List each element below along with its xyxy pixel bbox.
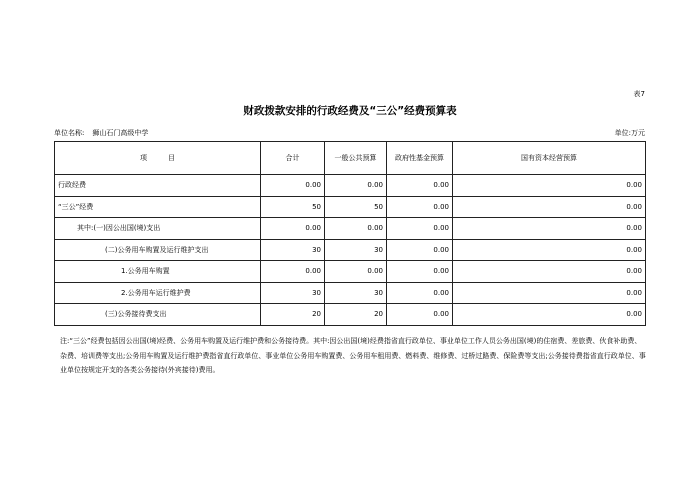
table-row — [55, 282, 646, 304]
footnote: 注:“三公”经费包括因公出国(境)经费、公务用车购置及运行维护费和公务接待费。其中:因公出国(境)经费指省直行政单位、事业单位工作人员公务出国(境)的住宿费、差旅费、伙食补助费、杂费、培训费等支出;公务用车购置及运行维护费指省直行政单位、事业单位公务用车购置费、公务用车租用费、燃料费、维修费、过桥过路费、保险费等支出;公务接待费指省直行政单位、事业单位按规定开支的各类公务接待(外宾接待)费用。 — [60, 337, 646, 374]
document-title: 财政拨款安排的行政经费及“三公”经费预算表 — [243, 105, 457, 117]
row-general: 0.00 — [325, 261, 387, 283]
row-total: 0.00 — [261, 175, 325, 197]
currency-unit: 单位:万元 — [614, 129, 645, 137]
row-fund: 0.00 — [387, 218, 453, 240]
row-item: 行政经费 — [55, 175, 261, 197]
row-item: 1.公务用车购置 — [55, 261, 261, 283]
row-general: 50 — [325, 196, 387, 218]
table-header-row — [55, 142, 646, 175]
row-general: 0.00 — [325, 175, 387, 197]
header-fund-budget: 政府性基金预算 — [387, 142, 453, 175]
row-fund: 0.00 — [387, 239, 453, 261]
header-capital-budget: 国有资本经营预算 — [453, 142, 646, 175]
row-item: “三公”经费 — [55, 196, 261, 218]
row-total: 20 — [261, 304, 325, 326]
row-item: (二)公务用车购置及运行维护支出 — [55, 239, 261, 261]
unit-name-line — [54, 128, 148, 138]
header-item: 项 目 — [55, 142, 261, 175]
row-capital: 0.00 — [453, 304, 646, 326]
row-capital: 0.00 — [453, 261, 646, 283]
row-fund: 0.00 — [387, 196, 453, 218]
row-general: 30 — [325, 239, 387, 261]
row-general: 20 — [325, 304, 387, 326]
unit-name: 狮山石门高级中学 — [92, 129, 149, 137]
row-capital: 0.00 — [453, 175, 646, 197]
header-general-budget: 一般公共预算 — [325, 142, 387, 175]
row-total: 50 — [261, 196, 325, 218]
table-row — [55, 175, 646, 197]
row-total: 30 — [261, 282, 325, 304]
table-number: 表7 — [633, 90, 645, 98]
row-fund: 0.00 — [387, 282, 453, 304]
table-row — [55, 304, 646, 326]
row-fund: 0.00 — [387, 175, 453, 197]
row-capital: 0.00 — [453, 218, 646, 240]
row-item: 其中:(一)因公出国(境)支出 — [55, 218, 261, 240]
row-fund: 0.00 — [387, 261, 453, 283]
table-row — [55, 196, 646, 218]
table-row — [55, 218, 646, 240]
row-total: 0.00 — [261, 261, 325, 283]
row-capital: 0.00 — [453, 196, 646, 218]
unit-label: 单位名称: — [54, 129, 85, 137]
table-row — [55, 261, 646, 283]
row-capital: 0.00 — [453, 239, 646, 261]
table-row — [55, 239, 646, 261]
row-fund: 0.00 — [387, 304, 453, 326]
budget-table — [54, 141, 646, 326]
row-general: 30 — [325, 282, 387, 304]
header-total: 合计 — [261, 142, 325, 175]
row-item: (三)公务接待费支出 — [55, 304, 261, 326]
row-item: 2.公务用车运行维护费 — [55, 282, 261, 304]
row-total: 30 — [261, 239, 325, 261]
row-general: 0.00 — [325, 218, 387, 240]
row-total: 0.00 — [261, 218, 325, 240]
row-capital: 0.00 — [453, 282, 646, 304]
